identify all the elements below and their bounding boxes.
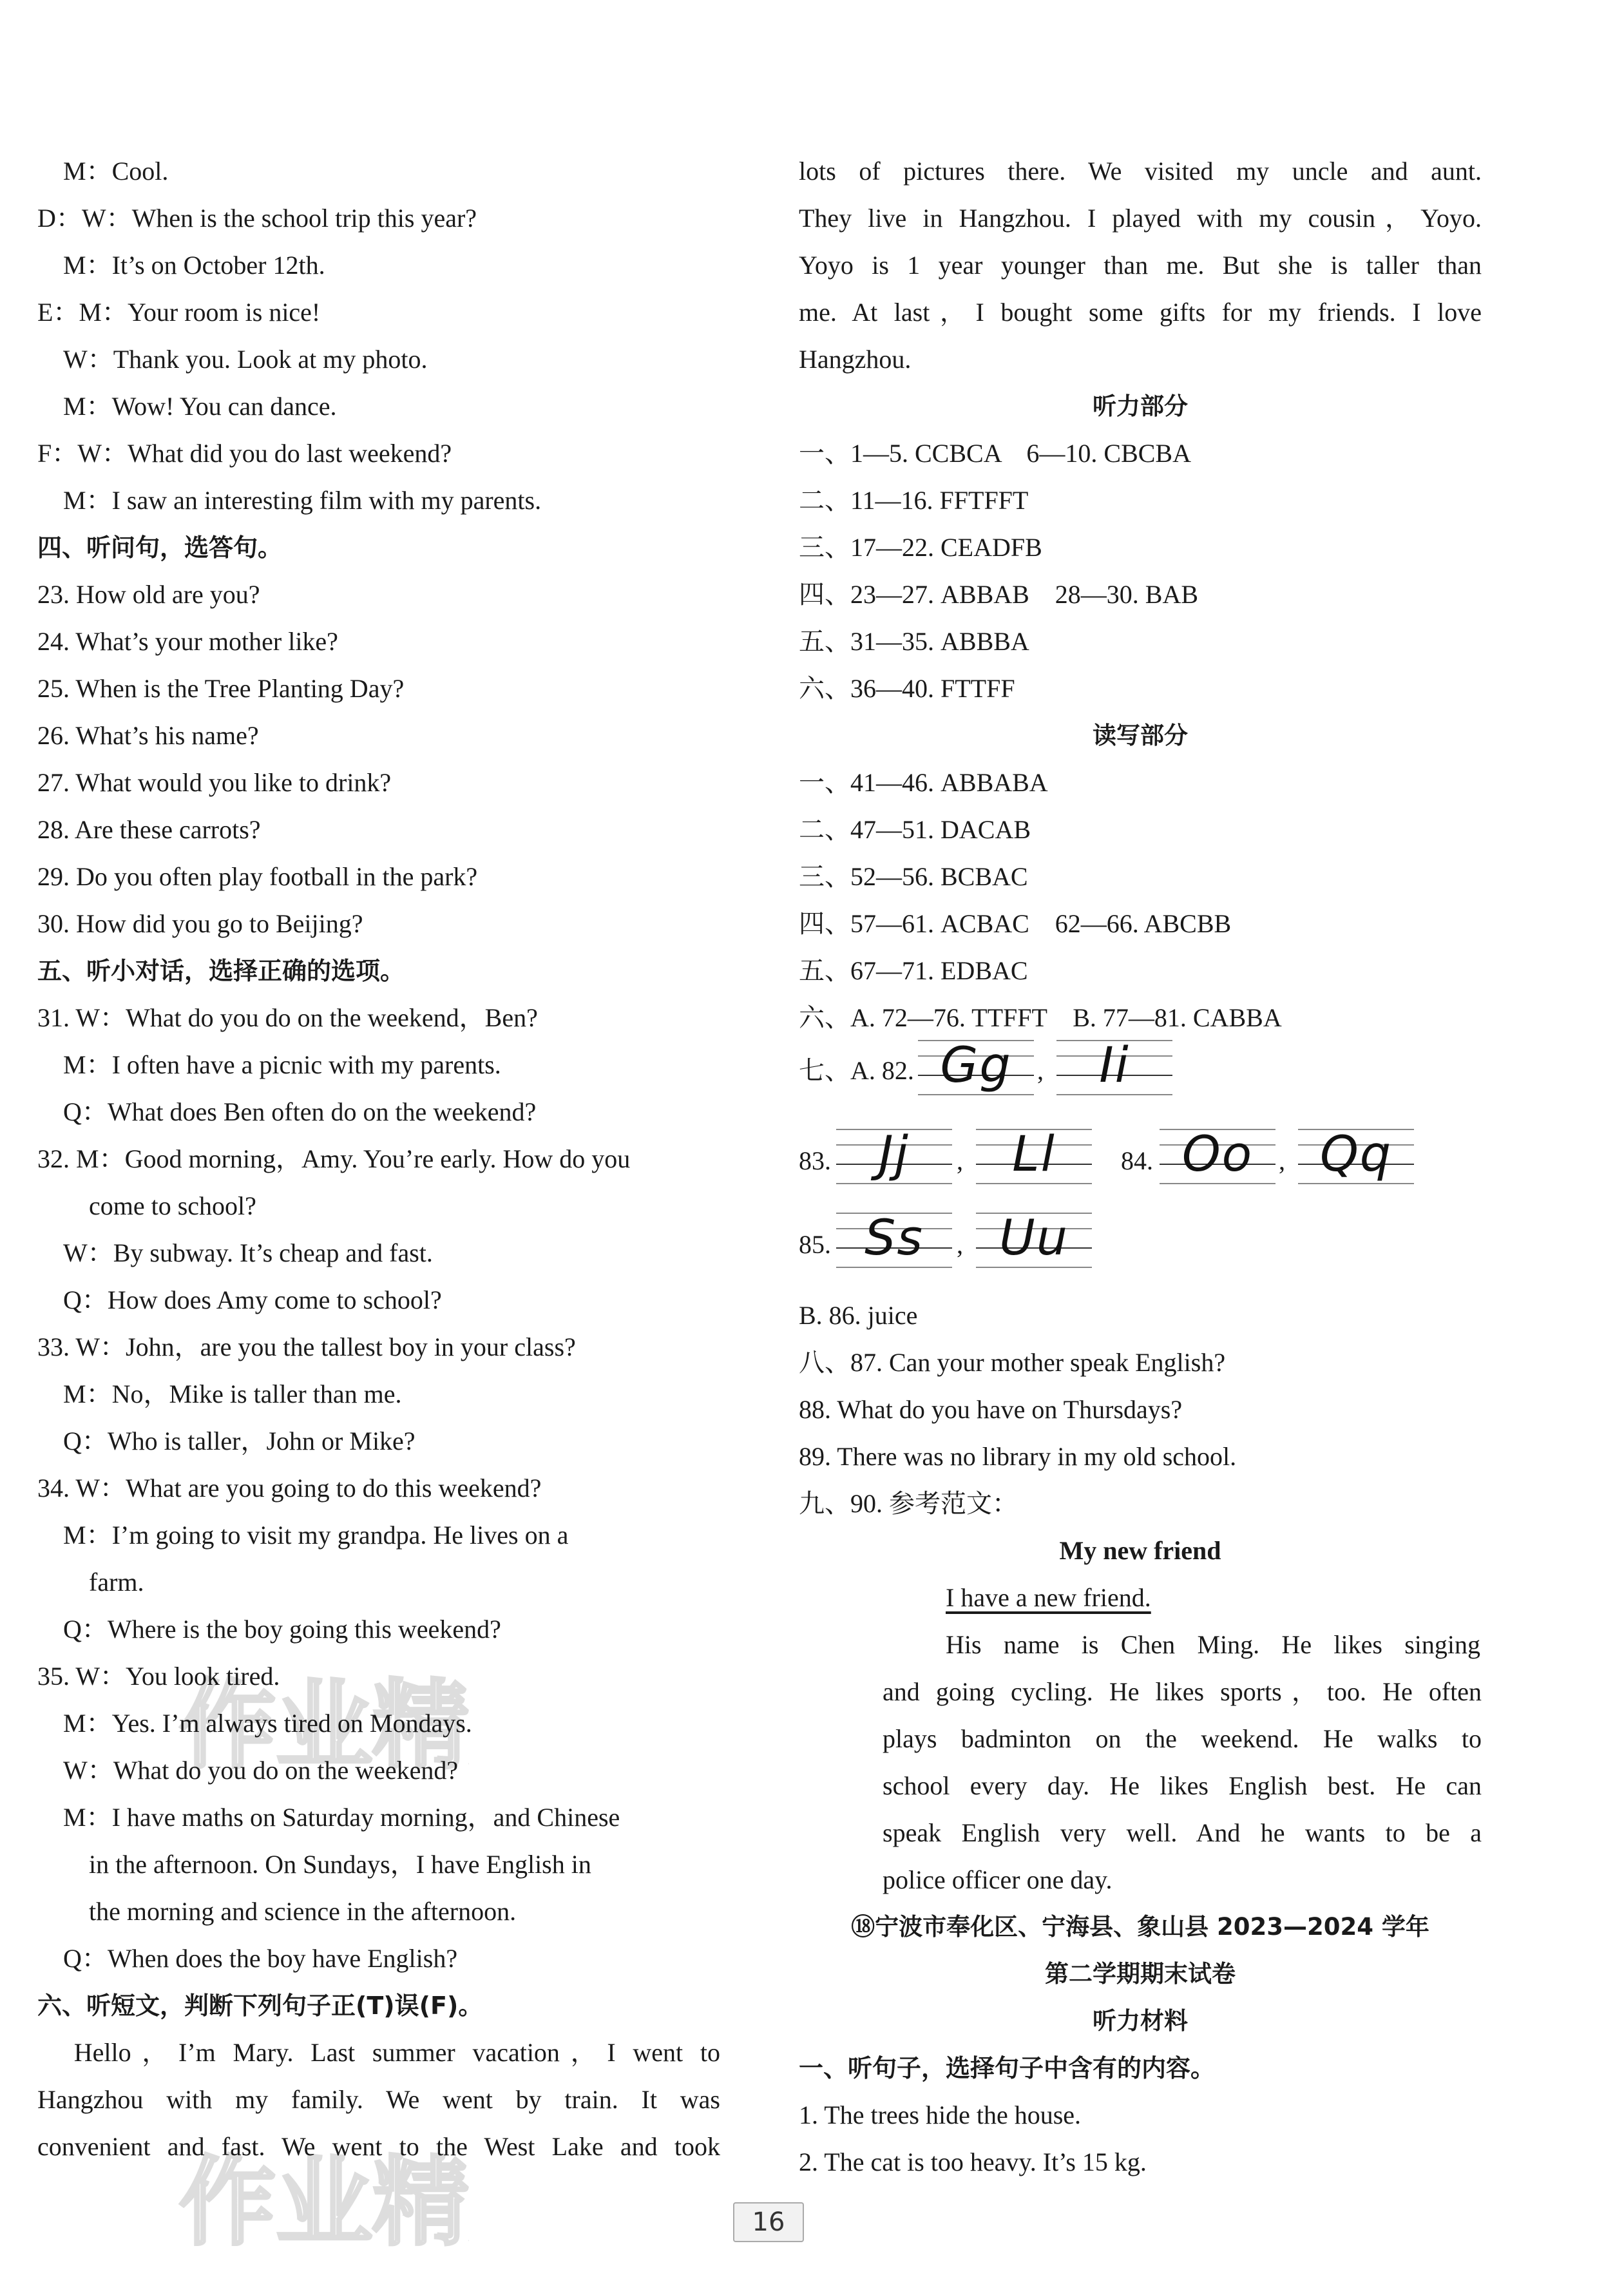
text-line: 25. When is the Tree Planting Day? — [37, 674, 405, 703]
handwriting-box — [976, 1125, 1092, 1188]
handwriting-box — [1298, 1125, 1414, 1188]
text-line: 34. W：What are you going to do this weekend? — [37, 1474, 542, 1503]
handwritten-letters: Ss — [865, 1209, 924, 1266]
section-heading: 一、听句子，选择句子中含有的内容。 — [799, 2054, 1216, 2082]
text-line: E：M：Your room is nice! — [37, 298, 321, 327]
text-line: Q：How does Amy come to school? — [37, 1285, 442, 1314]
handwritten-letters: Qq — [1319, 1125, 1393, 1182]
text-line: 24. What’s your mother like? — [37, 627, 338, 656]
text-line: M：No，Mike is taller than me. — [37, 1379, 402, 1408]
answer-line: 九、90. 参考范文： — [799, 1489, 1018, 1518]
answer-line: 六、A. 72—76. TTFFT B. 77—81. CABBA — [799, 1003, 1282, 1032]
handwritten-letters: Ll — [1012, 1125, 1056, 1182]
comma: , — [957, 1146, 963, 1175]
handwritten-letters: Gg — [940, 1036, 1012, 1093]
section-heading: 听力材料 — [1093, 2007, 1188, 2035]
text-line: me. At last，I bought some gifts for my friends. I love — [799, 298, 1482, 327]
section-heading: 五、听小对话，选择正确的选项。 — [37, 957, 405, 985]
text-line: 1. The trees hide the house. — [799, 2100, 1082, 2129]
text-line: They live in Hangzhou. I played with my cousin，Yoyo. — [799, 204, 1482, 233]
answer-line: 三、52—56. BCBAC — [799, 862, 1028, 891]
handwriting-box — [836, 1209, 952, 1272]
text-line: M：I have maths on Saturday morning，and Chinese — [37, 1803, 620, 1832]
text-line: Q：When does the boy have English? — [37, 1944, 458, 1973]
text-line: 23. How old are you? — [37, 580, 260, 609]
exam-title: 第二学期期末试卷 — [1045, 1960, 1236, 1988]
question-number: 83. — [799, 1146, 831, 1175]
answer-line: 四、57—61. ACBAC 62—66. ABCBB — [799, 909, 1232, 938]
question-number: 84. — [1121, 1146, 1153, 1175]
exam-title: ⑱宁波市奉化区、宁海县、象山县 2023—2024 学年 — [851, 1913, 1429, 1941]
answer-line: 二、11—16. FFTFFT — [799, 486, 1029, 515]
svg-text:作业精灵: 作业精 — [179, 2147, 469, 2259]
section-heading: 听力部分 — [1093, 392, 1188, 420]
text-line: Q：Where is the boy going this weekend? — [37, 1615, 501, 1644]
text-line: M：Cool. — [37, 157, 169, 186]
answer-line: 六、36—40. FTTFF — [799, 674, 1015, 703]
text-line: D：W：When is the school trip this year? — [37, 204, 477, 233]
text-line: M：I’m going to visit my grandpa. He lives on a — [37, 1521, 569, 1550]
question-number: 85. — [799, 1230, 831, 1259]
answer-line: 一、41—46. ABBABA — [799, 768, 1048, 797]
text-line: M：Yes. I’m always tired on Mondays. — [37, 1709, 472, 1738]
handwritten-letters: Jj — [879, 1125, 910, 1182]
handwriting-box — [1160, 1125, 1275, 1188]
text-line: M：Wow! You can dance. — [37, 392, 337, 421]
handwritten-letters: Uu — [999, 1209, 1069, 1266]
text-line: farm. — [37, 1568, 144, 1597]
handwriting-box — [918, 1036, 1034, 1099]
text-line: F：W：What did you do last weekend? — [37, 439, 452, 468]
answer-line: 89. There was no library in my old school. — [799, 1442, 1237, 1471]
text-line: M：I often have a picnic with my parents. — [37, 1050, 501, 1079]
essay-line: police officer one day. — [883, 1865, 1113, 1894]
text-line: 33. W：John，are you the tallest boy in your class? — [37, 1332, 576, 1361]
text-line: M：It’s on October 12th. — [37, 251, 325, 280]
text-line: 35. W：You look tired. — [37, 1662, 280, 1691]
text-line: lots of pictures there. We visited my uncle and aunt. — [799, 157, 1482, 186]
watermark — [173, 2139, 469, 2261]
answer-line: 四、23—27. ABBAB 28—30. BAB — [799, 580, 1199, 609]
question-number: 七、A. 82. — [799, 1056, 914, 1085]
text-line: 2. The cat is too heavy. It’s 15 kg. — [799, 2147, 1147, 2176]
section-heading: 四、听问句，选答句。 — [37, 533, 283, 562]
text-line: Yoyo is 1 year younger than me. But she is taller than — [799, 251, 1482, 280]
comma: , — [957, 1230, 963, 1259]
answer-line: 五、67—71. EDBAC — [799, 956, 1028, 985]
text-line: Q：What does Ben often do on the weekend? — [37, 1097, 537, 1126]
text-line: Hello，I’m Mary. Last summer vacation，I went to — [37, 2038, 720, 2067]
answer-line: 三、17—22. CEADFB — [799, 533, 1042, 562]
text-line: 27. What would you like to drink? — [37, 768, 392, 797]
text-line: Q：Who is taller，John or Mike? — [37, 1426, 416, 1455]
text-line: come to school? — [37, 1191, 256, 1220]
text-line: 29. Do you often play football in the park? — [37, 862, 478, 891]
text-line: Hangzhou. — [799, 345, 912, 374]
answer-line: B. 86. juice — [799, 1301, 918, 1330]
essay-first-line-text: I have a new friend. — [946, 1583, 1151, 1612]
watermark — [173, 1662, 469, 1785]
handwriting-box — [976, 1209, 1092, 1272]
essay-line: His name is Chen Ming. He likes singing — [946, 1630, 1480, 1659]
section-heading: 六、听短文，判断下列句子正(T)误(F)。 — [37, 1992, 483, 2020]
handwriting-box — [836, 1125, 952, 1188]
essay-line: school every day. He likes English best. He can — [883, 1771, 1482, 1800]
text-line: Hangzhou with my family. We went by train. It was — [37, 2085, 720, 2114]
answer-line: 五、31—35. ABBBA — [799, 627, 1029, 656]
text-line: 31. W：What do you do on the weekend，Ben? — [37, 1003, 538, 1032]
section-heading: 读写部分 — [1093, 722, 1188, 749]
text-line: W：By subway. It’s cheap and fast. — [37, 1238, 433, 1267]
comma: , — [1037, 1056, 1044, 1085]
handwritten-letters: Ii — [1099, 1036, 1130, 1093]
text-line: 32. M：Good morning，Amy. You’re early. How do you — [37, 1144, 631, 1173]
answer-line: 88. What do you have on Thursdays? — [799, 1395, 1183, 1424]
essay-title: My new friend — [1059, 1536, 1221, 1565]
text-line: W：What do you do on the weekend? — [37, 1756, 459, 1785]
text-line: M：I saw an interesting film with my parents. — [37, 486, 542, 515]
answer-line: 一、1—5. CCBCA 6—10. CBCBA — [799, 439, 1192, 468]
handwriting-box — [1056, 1036, 1172, 1099]
answer-line: 二、47—51. DACAB — [799, 815, 1031, 844]
text-line: convenient and fast. We went to the West Lake and took — [37, 2132, 720, 2161]
page-number: 16 — [733, 2202, 804, 2242]
svg-text:作业精灵: 作业精 — [179, 1670, 469, 1782]
handwritten-letters: Oo — [1181, 1125, 1254, 1182]
text-line: 28. Are these carrots? — [37, 815, 261, 844]
essay-line: and going cycling. He likes sports，too. He often — [883, 1677, 1482, 1706]
answer-line: 八、87. Can your mother speak English? — [799, 1348, 1226, 1377]
text-line: W：Thank you. Look at my photo. — [37, 345, 428, 374]
text-line: in the afternoon. On Sundays，I have English in — [37, 1850, 591, 1879]
text-line: 30. How did you go to Beijing? — [37, 909, 363, 938]
essay-line: speak English very well. And he wants to be a — [883, 1818, 1482, 1847]
text-line: 26. What’s his name? — [37, 721, 259, 750]
essay-first-line — [946, 1581, 1151, 1615]
comma: , — [1279, 1146, 1285, 1175]
text-line: the morning and science in the afternoon. — [37, 1897, 517, 1926]
essay-line: plays badminton on the weekend. He walks to — [883, 1724, 1482, 1753]
